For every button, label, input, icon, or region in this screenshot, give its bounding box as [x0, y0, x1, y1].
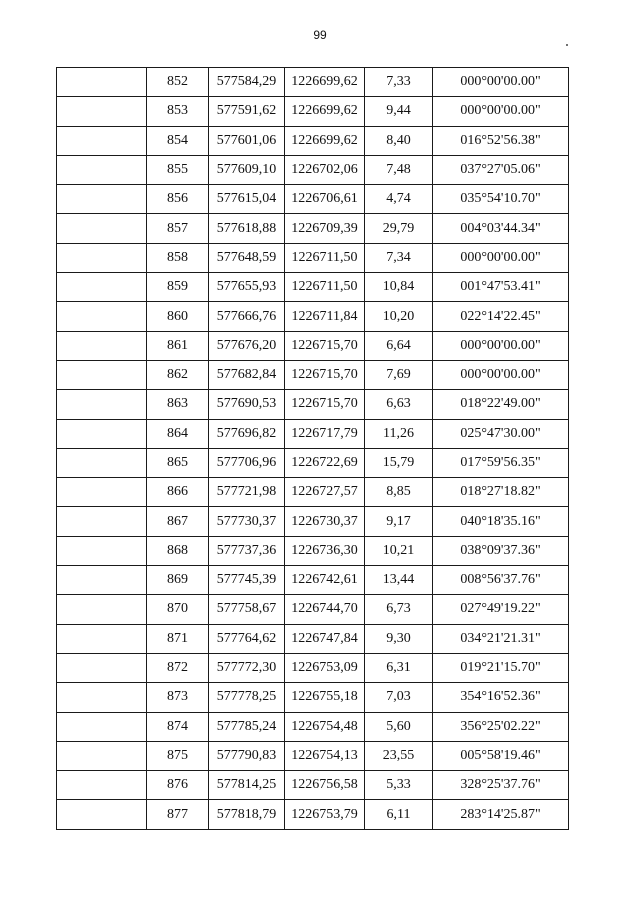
x-coordinate-cell: 577764,62 — [209, 624, 285, 653]
blank-cell — [57, 302, 147, 331]
x-coordinate-cell: 577655,93 — [209, 273, 285, 302]
blank-cell — [57, 507, 147, 536]
y-coordinate-cell: 1226702,06 — [285, 155, 365, 184]
x-coordinate-cell: 577591,62 — [209, 97, 285, 126]
blank-cell — [57, 683, 147, 712]
x-coordinate-cell: 577818,79 — [209, 800, 285, 829]
y-coordinate-cell: 1226756,58 — [285, 771, 365, 800]
y-coordinate-cell: 1226753,79 — [285, 800, 365, 829]
angle-cell: 356°25'02.22" — [433, 712, 569, 741]
length-cell: 9,17 — [365, 507, 433, 536]
angle-cell: 017°59'56.35" — [433, 448, 569, 477]
point-number-cell: 863 — [147, 390, 209, 419]
angle-cell: 025°47'30.00" — [433, 419, 569, 448]
blank-cell — [57, 595, 147, 624]
table-row — [57, 419, 569, 448]
table-row — [57, 712, 569, 741]
length-cell: 29,79 — [365, 214, 433, 243]
x-coordinate-cell: 577745,39 — [209, 566, 285, 595]
point-number-cell: 857 — [147, 214, 209, 243]
y-coordinate-cell: 1226742,61 — [285, 566, 365, 595]
table-row — [57, 185, 569, 214]
angle-cell: 000°00'00.00" — [433, 331, 569, 360]
length-cell: 11,26 — [365, 419, 433, 448]
table-row — [57, 507, 569, 536]
x-coordinate-cell: 577682,84 — [209, 360, 285, 389]
x-coordinate-cell: 577706,96 — [209, 448, 285, 477]
blank-cell — [57, 390, 147, 419]
table-row — [57, 302, 569, 331]
x-coordinate-cell: 577648,59 — [209, 243, 285, 272]
blank-cell — [57, 712, 147, 741]
table-row — [57, 273, 569, 302]
y-coordinate-cell: 1226730,37 — [285, 507, 365, 536]
blank-cell — [57, 155, 147, 184]
table-row — [57, 360, 569, 389]
length-cell: 4,74 — [365, 185, 433, 214]
table-row — [57, 771, 569, 800]
point-number-cell: 861 — [147, 331, 209, 360]
y-coordinate-cell: 1226727,57 — [285, 478, 365, 507]
x-coordinate-cell: 577618,88 — [209, 214, 285, 243]
angle-cell: 283°14'25.87" — [433, 800, 569, 829]
table-row — [57, 653, 569, 682]
table-row — [57, 155, 569, 184]
angle-cell: 016°52'56.38" — [433, 126, 569, 155]
point-number-cell: 867 — [147, 507, 209, 536]
angle-cell: 034°21'21.31" — [433, 624, 569, 653]
point-number-cell: 871 — [147, 624, 209, 653]
blank-cell — [57, 243, 147, 272]
y-coordinate-cell: 1226736,30 — [285, 536, 365, 565]
blank-cell — [57, 800, 147, 829]
blank-cell — [57, 741, 147, 770]
length-cell: 10,20 — [365, 302, 433, 331]
y-coordinate-cell: 1226711,50 — [285, 273, 365, 302]
x-coordinate-cell: 577758,67 — [209, 595, 285, 624]
blank-cell — [57, 273, 147, 302]
blank-cell — [57, 771, 147, 800]
blank-cell — [57, 331, 147, 360]
angle-cell: 000°00'00.00" — [433, 243, 569, 272]
blank-cell — [57, 419, 147, 448]
y-coordinate-cell: 1226715,70 — [285, 360, 365, 389]
point-number-cell: 870 — [147, 595, 209, 624]
table-row — [57, 390, 569, 419]
length-cell: 13,44 — [365, 566, 433, 595]
y-coordinate-cell: 1226722,69 — [285, 448, 365, 477]
length-cell: 7,33 — [365, 68, 433, 97]
point-number-cell: 852 — [147, 68, 209, 97]
y-coordinate-cell: 1226753,09 — [285, 653, 365, 682]
y-coordinate-cell: 1226711,84 — [285, 302, 365, 331]
x-coordinate-cell: 577696,82 — [209, 419, 285, 448]
x-coordinate-cell: 577814,25 — [209, 771, 285, 800]
table-row — [57, 536, 569, 565]
coordinates-table — [56, 67, 569, 830]
y-coordinate-cell: 1226699,62 — [285, 68, 365, 97]
length-cell: 10,84 — [365, 273, 433, 302]
x-coordinate-cell: 577778,25 — [209, 683, 285, 712]
angle-cell: 000°00'00.00" — [433, 360, 569, 389]
table-row — [57, 68, 569, 97]
y-coordinate-cell: 1226744,70 — [285, 595, 365, 624]
angle-cell: 022°14'22.45" — [433, 302, 569, 331]
angle-cell: 004°03'44.34" — [433, 214, 569, 243]
table-row — [57, 741, 569, 770]
table-row — [57, 595, 569, 624]
point-number-cell: 856 — [147, 185, 209, 214]
point-number-cell: 876 — [147, 771, 209, 800]
point-number-cell: 862 — [147, 360, 209, 389]
y-coordinate-cell: 1226706,61 — [285, 185, 365, 214]
angle-cell: 038°09'37.36" — [433, 536, 569, 565]
point-number-cell: 866 — [147, 478, 209, 507]
y-coordinate-cell: 1226754,13 — [285, 741, 365, 770]
point-number-cell: 854 — [147, 126, 209, 155]
point-number-cell: 865 — [147, 448, 209, 477]
blank-cell — [57, 68, 147, 97]
angle-cell: 037°27'05.06" — [433, 155, 569, 184]
x-coordinate-cell: 577721,98 — [209, 478, 285, 507]
angle-cell: 027°49'19.22" — [433, 595, 569, 624]
x-coordinate-cell: 577615,04 — [209, 185, 285, 214]
angle-cell: 040°18'35.16" — [433, 507, 569, 536]
point-number-cell: 860 — [147, 302, 209, 331]
x-coordinate-cell: 577772,30 — [209, 653, 285, 682]
x-coordinate-cell: 577690,53 — [209, 390, 285, 419]
angle-cell: 018°22'49.00" — [433, 390, 569, 419]
length-cell: 6,31 — [365, 653, 433, 682]
x-coordinate-cell: 577737,36 — [209, 536, 285, 565]
x-coordinate-cell: 577584,29 — [209, 68, 285, 97]
x-coordinate-cell: 577785,24 — [209, 712, 285, 741]
length-cell: 5,60 — [365, 712, 433, 741]
blank-cell — [57, 478, 147, 507]
y-coordinate-cell: 1226754,48 — [285, 712, 365, 741]
scan-speck — [566, 44, 568, 46]
y-coordinate-cell: 1226715,70 — [285, 390, 365, 419]
length-cell: 10,21 — [365, 536, 433, 565]
y-coordinate-cell: 1226699,62 — [285, 126, 365, 155]
y-coordinate-cell: 1226711,50 — [285, 243, 365, 272]
y-coordinate-cell: 1226699,62 — [285, 97, 365, 126]
x-coordinate-cell: 577676,20 — [209, 331, 285, 360]
y-coordinate-cell: 1226715,70 — [285, 331, 365, 360]
table-row — [57, 243, 569, 272]
point-number-cell: 859 — [147, 273, 209, 302]
point-number-cell: 869 — [147, 566, 209, 595]
point-number-cell: 864 — [147, 419, 209, 448]
blank-cell — [57, 448, 147, 477]
y-coordinate-cell: 1226755,18 — [285, 683, 365, 712]
angle-cell: 019°21'15.70" — [433, 653, 569, 682]
angle-cell: 000°00'00.00" — [433, 97, 569, 126]
length-cell: 9,44 — [365, 97, 433, 126]
x-coordinate-cell: 577666,76 — [209, 302, 285, 331]
table-row — [57, 126, 569, 155]
blank-cell — [57, 653, 147, 682]
angle-cell: 000°00'00.00" — [433, 68, 569, 97]
angle-cell: 001°47'53.41" — [433, 273, 569, 302]
point-number-cell: 872 — [147, 653, 209, 682]
blank-cell — [57, 624, 147, 653]
length-cell: 7,69 — [365, 360, 433, 389]
coordinates-table-body — [57, 68, 569, 830]
blank-cell — [57, 566, 147, 595]
length-cell: 7,34 — [365, 243, 433, 272]
angle-cell: 005°58'19.46" — [433, 741, 569, 770]
table-row — [57, 97, 569, 126]
point-number-cell: 875 — [147, 741, 209, 770]
table-row — [57, 566, 569, 595]
length-cell: 5,33 — [365, 771, 433, 800]
length-cell: 7,48 — [365, 155, 433, 184]
table-row — [57, 478, 569, 507]
point-number-cell: 873 — [147, 683, 209, 712]
y-coordinate-cell: 1226709,39 — [285, 214, 365, 243]
table-row — [57, 448, 569, 477]
table-row — [57, 624, 569, 653]
table-row — [57, 800, 569, 829]
length-cell: 6,63 — [365, 390, 433, 419]
length-cell: 6,11 — [365, 800, 433, 829]
length-cell: 15,79 — [365, 448, 433, 477]
angle-cell: 008°56'37.76" — [433, 566, 569, 595]
angle-cell: 328°25'37.76" — [433, 771, 569, 800]
table-row — [57, 214, 569, 243]
blank-cell — [57, 97, 147, 126]
y-coordinate-cell: 1226717,79 — [285, 419, 365, 448]
point-number-cell: 868 — [147, 536, 209, 565]
length-cell: 6,73 — [365, 595, 433, 624]
angle-cell: 354°16'52.36" — [433, 683, 569, 712]
table-row — [57, 331, 569, 360]
x-coordinate-cell: 577730,37 — [209, 507, 285, 536]
point-number-cell: 858 — [147, 243, 209, 272]
point-number-cell: 853 — [147, 97, 209, 126]
length-cell: 6,64 — [365, 331, 433, 360]
length-cell: 7,03 — [365, 683, 433, 712]
table-row — [57, 683, 569, 712]
length-cell: 23,55 — [365, 741, 433, 770]
page-number: 99 — [313, 28, 327, 42]
point-number-cell: 877 — [147, 800, 209, 829]
point-number-cell: 874 — [147, 712, 209, 741]
x-coordinate-cell: 577790,83 — [209, 741, 285, 770]
angle-cell: 035°54'10.70" — [433, 185, 569, 214]
x-coordinate-cell: 577609,10 — [209, 155, 285, 184]
length-cell: 8,85 — [365, 478, 433, 507]
y-coordinate-cell: 1226747,84 — [285, 624, 365, 653]
blank-cell — [57, 185, 147, 214]
blank-cell — [57, 214, 147, 243]
point-number-cell: 855 — [147, 155, 209, 184]
x-coordinate-cell: 577601,06 — [209, 126, 285, 155]
length-cell: 9,30 — [365, 624, 433, 653]
angle-cell: 018°27'18.82" — [433, 478, 569, 507]
blank-cell — [57, 126, 147, 155]
length-cell: 8,40 — [365, 126, 433, 155]
blank-cell — [57, 536, 147, 565]
blank-cell — [57, 360, 147, 389]
